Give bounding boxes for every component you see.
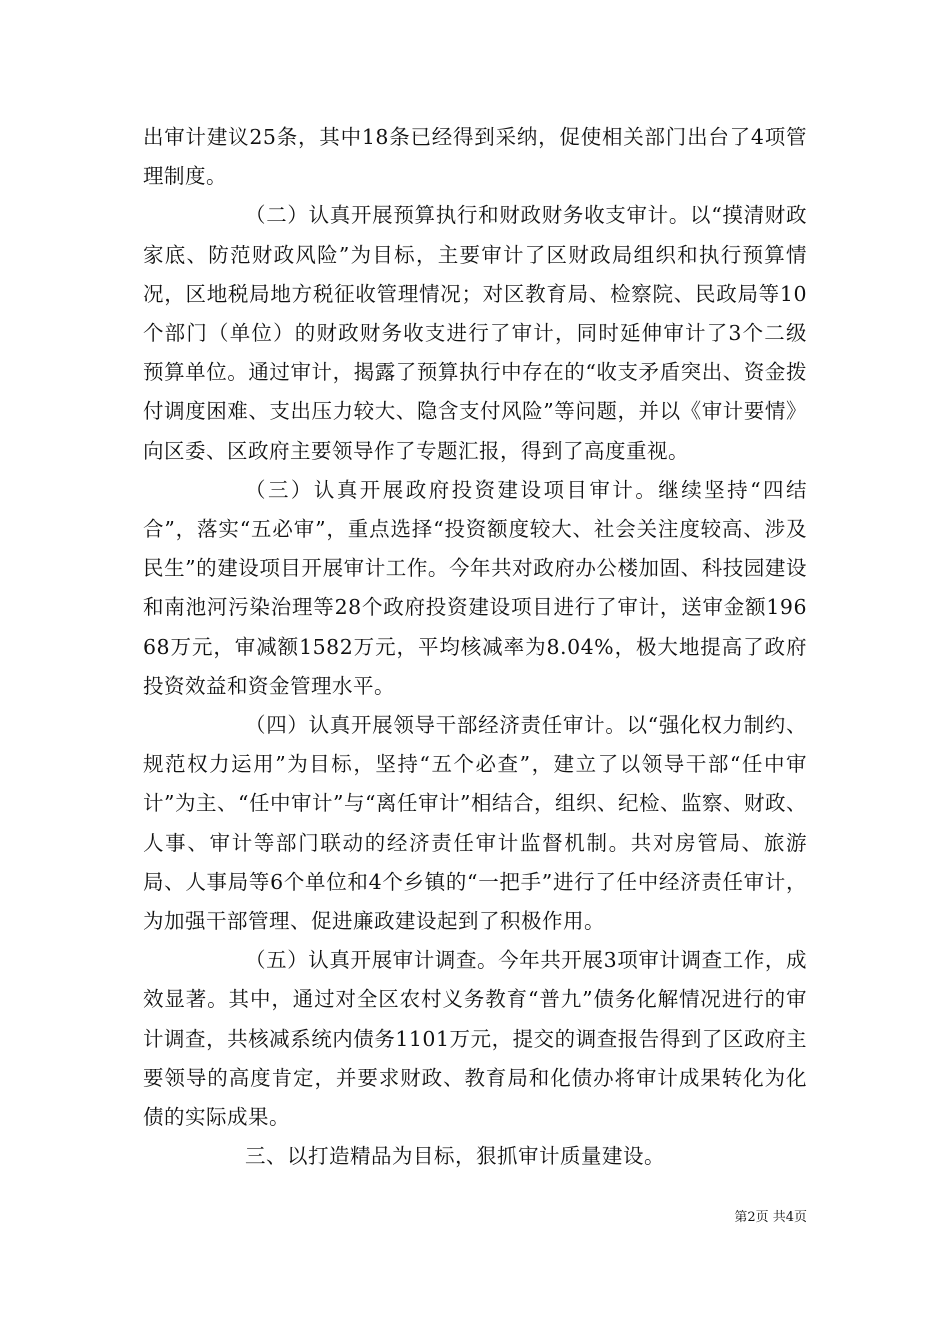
- paragraph-audit-survey: （五）认真开展审计调查。今年共开展3项审计调查工作，成效显著。其中，通过对全区农村义务教育“普九”债务化解情况进行的审计调查，共核减系统内债务1101万元，提交的调查报告得到了区政府主要领导的高度肯定，并要求财政、教育局和化债办将审计成果转化为化债的实际成果。: [143, 948, 807, 1130]
- paragraph-budget-audit: （二）认真开展预算执行和财政财务收支审计。以“摸清财政家底、防范财政风险”为目标，主要审计了区财政局组织和执行预算情况，区地税局地方税征收管理情况；对区教育局、检察院、民政局等10个部门（单位）的财政财务收支进行了审计，同时延伸审计了3个二级预算单位。通过审计，揭露了预算执行中存在的“收支矛盾突出、资金拨付调度困难、支出压力较大、隐含支付风险”等问题，并以《审计要情》向区委、区政府主要领导作了专题汇报，得到了高度重视。: [143, 203, 807, 463]
- section-heading: 三、以打造精品为目标，狠抓审计质量建设。: [245, 1144, 665, 1169]
- paragraph-continuation: 出审计建议25条，其中18条已经得到采纳，促使相关部门出台了4项管理制度。: [143, 125, 807, 189]
- paragraph-investment-audit: （三）认真开展政府投资建设项目审计。继续坚持“四结合”，落实“五必审”，重点选择“投资额度较大、社会关注度较高、涉及民生”的建设项目开展审计工作。今年共对政府办公楼加固、科技园建设和南池河污染治理等28个政府投资建设项目进行了审计，送审金额19668万元，审减额1582万元，平均核减率为8.04%，极大地提高了政府投资效益和资金管理水平。: [143, 477, 807, 698]
- paragraph-responsibility-audit: （四）认真开展领导干部经济责任审计。以“强化权力制约、规范权力运用”为目标，坚持“五个必查”，建立了以领导干部“任中审计”为主、“任中审计”与“离任审计”相结合，组织、纪检、监察、财政、人事、审计等部门联动的经济责任审计监督机制。共对房管局、旅游局、人事局等6个单位和4个乡镇的“一把手”进行了任中经济责任审计，为加强干部管理、促进廉政建设起到了积极作用。: [143, 713, 807, 934]
- document-body: [143, 118, 807, 1176]
- page-number-footer: 第2页 共4页: [734, 1210, 807, 1225]
